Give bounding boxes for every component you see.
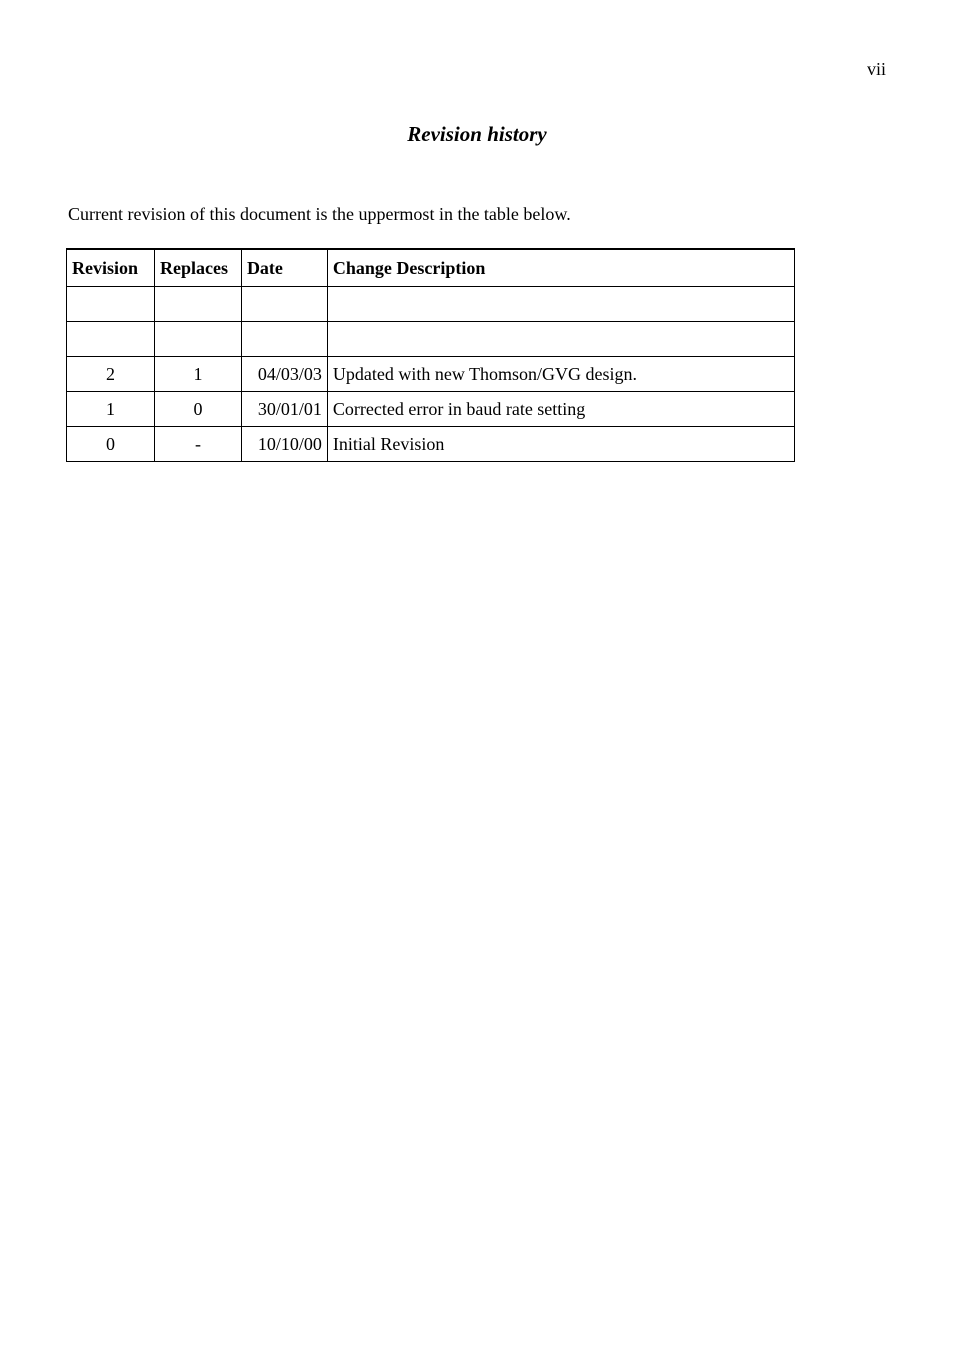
cell-revision [67, 286, 155, 321]
cell-date: 30/01/01 [241, 391, 327, 426]
table-row [67, 286, 795, 321]
table-row [67, 356, 795, 391]
page-title: Revision history [407, 122, 547, 146]
cell-revision: 1 [67, 391, 155, 426]
cell-replaces [154, 321, 241, 356]
cell-revision: 0 [67, 426, 155, 461]
cell-revision [67, 321, 155, 356]
cell-date [241, 286, 327, 321]
table-row [67, 321, 795, 356]
cell-replaces: - [154, 426, 241, 461]
cell-description: Corrected error in baud rate setting [327, 391, 794, 426]
page-number: vii [866, 59, 886, 79]
cell-description: Initial Revision [327, 426, 794, 461]
cell-replaces: 1 [154, 356, 241, 391]
header-date: Date [241, 249, 327, 286]
cell-description: Updated with new Thomson/GVG design. [327, 356, 794, 391]
table-row [67, 391, 795, 426]
cell-revision: 2 [67, 356, 155, 391]
table-row [67, 426, 795, 461]
cell-description [327, 286, 794, 321]
cell-date: 04/03/03 [241, 356, 327, 391]
cell-date [241, 321, 327, 356]
header-change-description: Change Description [327, 249, 794, 286]
header-revision: Revision [67, 249, 155, 286]
cell-date: 10/10/00 [241, 426, 327, 461]
table-header-row [67, 249, 795, 286]
cell-replaces: 0 [154, 391, 241, 426]
cell-description [327, 321, 794, 356]
intro-text: Current revision of this document is the uppermost in the table below. [68, 204, 571, 224]
revision-history-table [66, 248, 795, 462]
cell-replaces [154, 286, 241, 321]
header-replaces: Replaces [154, 249, 241, 286]
